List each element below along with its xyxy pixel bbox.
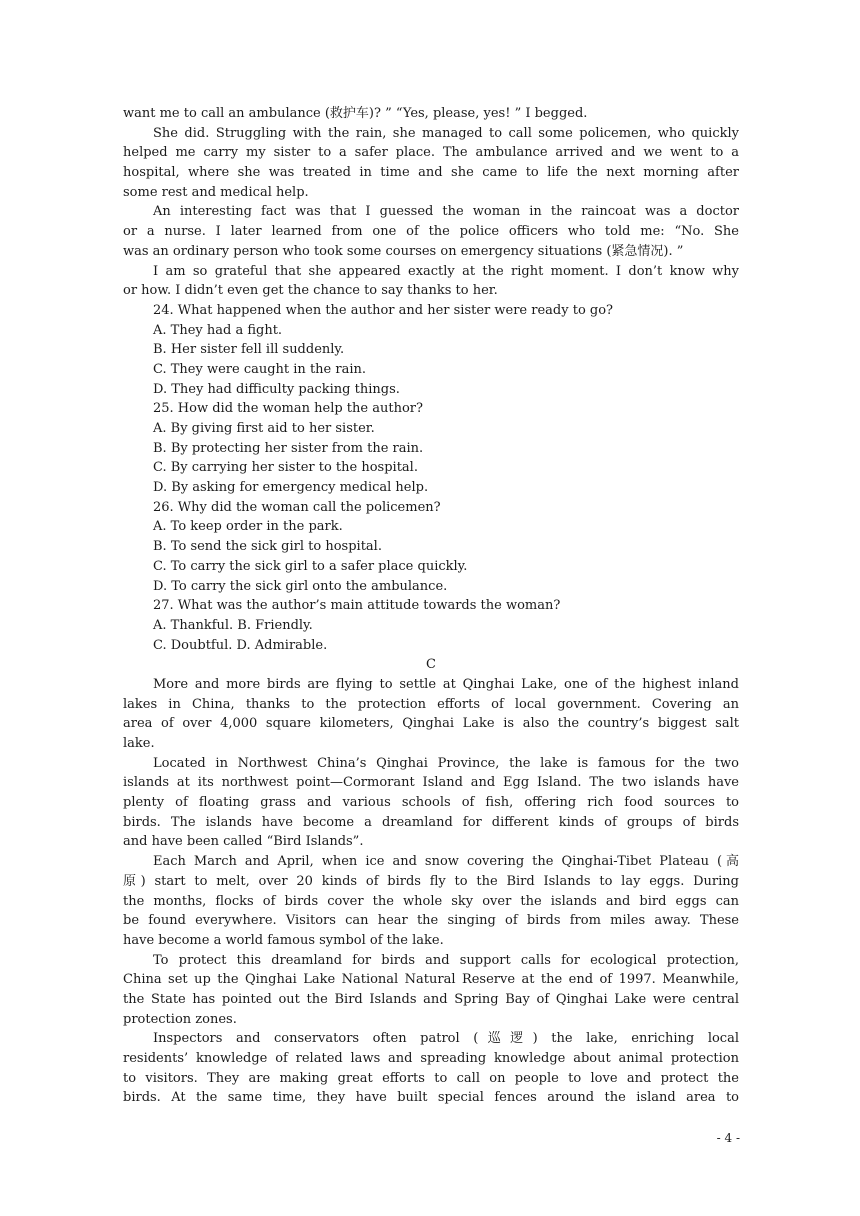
text-line: She did. Struggling with the rain, she managed to call some policemen, who quickly — [153, 125, 739, 141]
text-line: the months, flocks of birds cover the whole sky over the islands and bird eggs can — [123, 893, 739, 909]
question-25: 25. How did the woman help the author? — [153, 401, 423, 417]
option-line: B. Her sister fell ill suddenly. — [153, 342, 345, 358]
option-line: C. By carrying her sister to the hospital. — [153, 460, 418, 476]
text-line: area of over 4,000 square kilometers, Qinghai Lake is also the country’s biggest salt — [123, 716, 739, 732]
text-line: 原) start to melt, over 20 kinds of birds fly to the Bird Islands to lay eggs. During — [123, 873, 739, 889]
question-24: 24. What happened when the author and her sister were ready to go? — [153, 302, 614, 318]
option-line: C. To carry the sick girl to a safer place quickly. — [153, 558, 468, 574]
text-line: or a nurse. I later learned from one of the police officers who told me: “No. She — [123, 224, 739, 240]
option-line: D. To carry the sick girl onto the ambulance. — [153, 578, 448, 594]
page-number: - 4 - — [716, 1131, 740, 1145]
text-line: More and more birds are flying to settle at Qinghai Lake, one of the highest inland — [153, 676, 739, 692]
text-line: want me to call an ambulance (救护车)? ” “Yes, please, yes! ” I begged. — [123, 106, 588, 121]
option-line: D. By asking for emergency medical help. — [153, 480, 429, 496]
text-line: Each March and April, when ice and snow covering the Qinghai-Tibet Plateau (高 — [153, 854, 739, 870]
section-heading: C — [426, 657, 436, 673]
option-line: C. Doubtful. D. Admirable. — [153, 637, 328, 653]
text-line: to visitors. They are making great efforts to call on people to love and protect the — [123, 1070, 739, 1086]
text-line: helped me carry my sister to a safer place. The ambulance arrived and we went to a — [123, 145, 739, 161]
option-line: A. They had a fight. — [153, 322, 283, 338]
text-line: lake. — [123, 736, 155, 751]
text-line: Inspectors and conservators often patrol (巡逻) the lake, enriching local — [153, 1031, 739, 1047]
text-line: protection zones. — [123, 1011, 237, 1027]
text-line: To protect this dreamland for birds and support calls for ecological protection, — [153, 952, 739, 968]
text-line: residents’ knowledge of related laws and spreading knowledge about animal protection — [123, 1051, 739, 1066]
text-line: be found everywhere. Visitors can hear the singing of birds from miles away. These — [123, 913, 739, 929]
text-line: the State has pointed out the Bird Islands and Spring Bay of Qinghai Lake were central — [123, 991, 739, 1007]
text-line: China set up the Qinghai Lake National Natural Reserve at the end of 1997. Meanwhile, — [123, 972, 739, 988]
text-line: Located in Northwest China’s Qinghai Province, the lake is famous for the two — [153, 755, 739, 771]
text-line: and have been called “Bird Islands”. — [123, 834, 364, 850]
document-body — [123, 104, 739, 1108]
text-line: islands at its northwest point—Cormorant Island and Egg Island. The two islands have — [123, 775, 739, 791]
option-line: A. Thankful. B. Friendly. — [153, 617, 313, 633]
text-line: birds. At the same time, they have built special fences around the island area to — [123, 1090, 739, 1106]
text-line: lakes in China, thanks to the protection efforts of local government. Covering an — [123, 696, 739, 712]
text-line: hospital, where she was treated in time and she came to life the next morning after — [123, 165, 739, 181]
text-line: was an ordinary person who took some courses on emergency situations (紧急情况). ” — [123, 243, 684, 259]
text-line: have become a world famous symbol of the lake. — [123, 932, 444, 948]
option-line: B. To send the sick girl to hospital. — [153, 539, 382, 555]
option-line: A. To keep order in the park. — [153, 519, 343, 535]
option-line: C. They were caught in the rain. — [153, 361, 366, 377]
option-line: A. By giving first aid to her sister. — [153, 421, 375, 436]
option-line: B. By protecting her sister from the rain. — [153, 440, 424, 456]
text-line: plenty of floating grass and various schools of fish, offering rich food sources to — [123, 795, 739, 811]
question-26: 26. Why did the woman call the policemen? — [153, 499, 441, 515]
text-line: some rest and medical help. — [123, 184, 309, 200]
text-line: birds. The islands have become a dreamland for different kinds of groups of birds — [123, 814, 739, 830]
text-line: I am so grateful that she appeared exactly at the right moment. I don’t know why — [153, 263, 739, 279]
text-line: or how. I didn’t even get the chance to say thanks to her. — [123, 283, 498, 299]
text-line: An interesting fact was that I guessed the woman in the raincoat was a doctor — [153, 204, 739, 220]
question-27: 27. What was the author’s main attitude towards the woman? — [153, 598, 561, 614]
option-line: D. They had difficulty packing things. — [153, 381, 400, 397]
